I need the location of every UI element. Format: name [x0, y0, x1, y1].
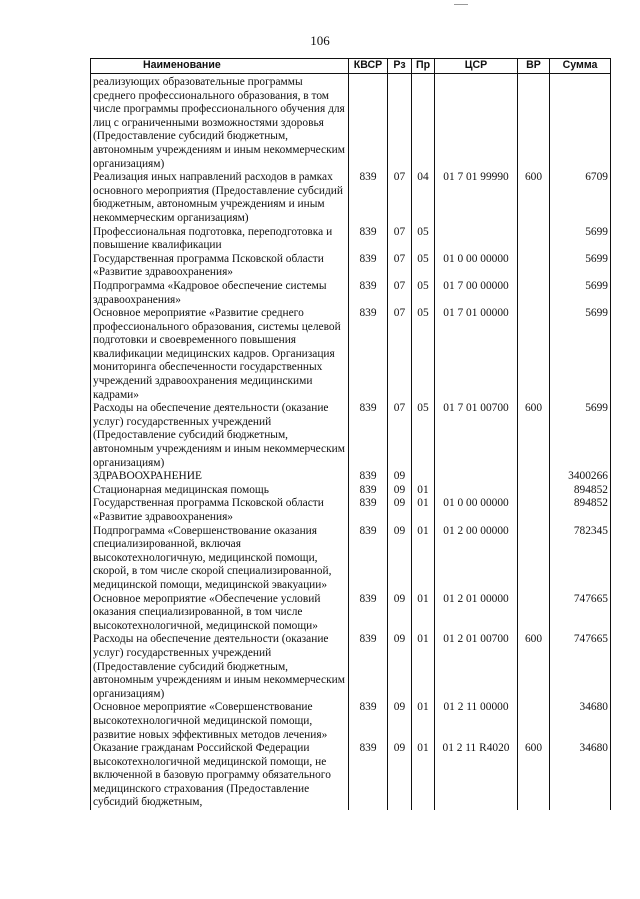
- cell-kvsr: 839: [349, 525, 388, 593]
- cell-rz: 09: [388, 633, 412, 701]
- cell-kvsr: 839: [349, 470, 388, 484]
- cell-csr: 01 7 01 00000: [435, 307, 518, 402]
- cell-rz: 07: [388, 226, 412, 253]
- cell-sum: 894852: [550, 497, 611, 524]
- cell-csr: 01 2 01 00000: [435, 593, 518, 634]
- cell-kvsr: [349, 74, 388, 172]
- table-row: [91, 402, 611, 470]
- cell-sum: 894852: [550, 484, 611, 498]
- cell-sum: [550, 74, 611, 172]
- cell-vr: [518, 484, 550, 498]
- cell-csr: [435, 226, 518, 253]
- cell-rz: 09: [388, 701, 412, 742]
- cell-rz: 09: [388, 470, 412, 484]
- cell-csr: 01 2 11 R4020: [435, 742, 518, 810]
- cell-vr: [518, 253, 550, 280]
- cell-pr: 01: [412, 701, 435, 742]
- cell-pr: [412, 74, 435, 172]
- cell-name: Оказание гражданам Российской Федерации высокотехнологичной медицинской помощи, не включенной в базовую программу обязательного медицинского страхования (Предоставление субсидий бюджетным,: [91, 742, 349, 810]
- cell-name: Реализация иных направлений расходов в рамках основного мероприятия (Предоставление субсидий бюджетным, автономным учреждениям и иным некоммерческим организациям): [91, 171, 349, 225]
- cell-sum: 3400266: [550, 470, 611, 484]
- cell-csr: [435, 470, 518, 484]
- table-row: [91, 497, 611, 524]
- cell-rz: 09: [388, 742, 412, 810]
- cell-csr: 01 0 00 00000: [435, 497, 518, 524]
- cell-kvsr: 839: [349, 402, 388, 470]
- cell-csr: [435, 484, 518, 498]
- cell-sum: 5699: [550, 307, 611, 402]
- cell-vr: [518, 497, 550, 524]
- cell-name: Расходы на обеспечение деятельности (оказание услуг) государственных учреждений (Предоставление субсидий бюджетным, автономным учреждениям и иным некоммерческим организациям): [91, 633, 349, 701]
- cell-rz: 07: [388, 253, 412, 280]
- cell-vr: 600: [518, 633, 550, 701]
- cell-rz: 07: [388, 402, 412, 470]
- cell-name: Расходы на обеспечение деятельности (оказание услуг) государственных учреждений (Предоставление субсидий бюджетным, автономным учреждениям и иным некоммерческим организациям): [91, 402, 349, 470]
- table-row: [91, 633, 611, 701]
- table-row: [91, 253, 611, 280]
- cell-vr: 600: [518, 171, 550, 225]
- page-number: 106: [310, 33, 330, 48]
- cell-kvsr: 839: [349, 497, 388, 524]
- cell-kvsr: 839: [349, 633, 388, 701]
- table-row: [91, 701, 611, 742]
- cell-csr: 01 2 00 00000: [435, 525, 518, 593]
- cell-csr: 01 2 01 00700: [435, 633, 518, 701]
- cell-pr: 01: [412, 525, 435, 593]
- cell-kvsr: 839: [349, 253, 388, 280]
- cell-rz: 09: [388, 525, 412, 593]
- cell-pr: 01: [412, 742, 435, 810]
- table-row: [91, 525, 611, 593]
- cell-vr: 600: [518, 402, 550, 470]
- cell-rz: 09: [388, 497, 412, 524]
- column-header-pr: Пр: [412, 59, 435, 74]
- cell-vr: [518, 593, 550, 634]
- cell-kvsr: 839: [349, 742, 388, 810]
- cell-rz: 07: [388, 307, 412, 402]
- column-header-sum: Сумма: [550, 59, 611, 74]
- cell-kvsr: 839: [349, 593, 388, 634]
- cell-sum: 5699: [550, 402, 611, 470]
- cell-vr: [518, 280, 550, 307]
- cell-name: Подпрограмма «Кадровое обеспечение системы здравоохранения»: [91, 280, 349, 307]
- cell-sum: 6709: [550, 171, 611, 225]
- table-row: [91, 307, 611, 402]
- cell-kvsr: 839: [349, 171, 388, 225]
- cell-csr: [435, 74, 518, 172]
- cell-csr: 01 7 01 00700: [435, 402, 518, 470]
- cell-sum: 5699: [550, 226, 611, 253]
- cell-rz: 07: [388, 280, 412, 307]
- cell-csr: 01 0 00 00000: [435, 253, 518, 280]
- cell-kvsr: 839: [349, 307, 388, 402]
- column-header-kvsr: КВСР: [349, 59, 388, 74]
- cell-vr: [518, 74, 550, 172]
- cell-csr: 01 7 01 99990: [435, 171, 518, 225]
- cell-name: Основное мероприятие «Развитие среднего профессионального образования, системы целевой подготовки и своевременного повышения квалификации медицинских кадров. Организация мониторинга обеспеченности государственных учреждений здравоохранения медицинскими кадрами»: [91, 307, 349, 402]
- cell-pr: 05: [412, 402, 435, 470]
- table-row: [91, 470, 611, 484]
- cell-kvsr: 839: [349, 226, 388, 253]
- column-header-name: Наименование: [91, 59, 349, 74]
- cell-rz: 09: [388, 484, 412, 498]
- scan-mark: [454, 4, 468, 7]
- cell-pr: 05: [412, 280, 435, 307]
- cell-name: Основное мероприятие «Совершенствование высокотехнологичной медицинской помощи, развитие новых эффективных методов лечения»: [91, 701, 349, 742]
- cell-rz: 09: [388, 593, 412, 634]
- cell-kvsr: 839: [349, 280, 388, 307]
- cell-vr: [518, 307, 550, 402]
- cell-pr: 01: [412, 497, 435, 524]
- table-row: [91, 226, 611, 253]
- column-header-vr: ВР: [518, 59, 550, 74]
- cell-name: ЗДРАВООХРАНЕНИЕ: [91, 470, 349, 484]
- table-row: [91, 593, 611, 634]
- table-row: [91, 171, 611, 225]
- cell-sum: 5699: [550, 253, 611, 280]
- table-row: [91, 484, 611, 498]
- cell-pr: 01: [412, 633, 435, 701]
- cell-rz: [388, 74, 412, 172]
- cell-name: Государственная программа Псковской области «Развитие здравоохранения»: [91, 253, 349, 280]
- table-header-row: [91, 59, 611, 74]
- cell-pr: 04: [412, 171, 435, 225]
- cell-pr: 01: [412, 593, 435, 634]
- cell-name: Подпрограмма «Совершенствование оказания специализированной, включая высокотехнологичную, медицинской помощи, скорой, в том числе скорой специализированной, медицинской помощи, медицинской эвакуации»: [91, 525, 349, 593]
- cell-csr: 01 7 00 00000: [435, 280, 518, 307]
- cell-vr: 600: [518, 742, 550, 810]
- cell-sum: 782345: [550, 525, 611, 593]
- cell-vr: [518, 701, 550, 742]
- cell-sum: 747665: [550, 633, 611, 701]
- cell-pr: 05: [412, 253, 435, 280]
- cell-name: реализующих образовательные программы среднего профессионального образования, в том числе программы профессионального обучения для лиц с ограниченными возможностями здоровья (Предоставление субсидий бюджетным, автономным учреждениям и иным некоммерческим организациям): [91, 74, 349, 172]
- cell-sum: 34680: [550, 742, 611, 810]
- cell-sum: 34680: [550, 701, 611, 742]
- cell-pr: 05: [412, 307, 435, 402]
- cell-rz: 07: [388, 171, 412, 225]
- table-row: [91, 74, 611, 172]
- cell-vr: [518, 226, 550, 253]
- cell-pr: [412, 470, 435, 484]
- cell-name: Профессиональная подготовка, переподготовка и повышение квалификации: [91, 226, 349, 253]
- table-row: [91, 742, 611, 810]
- cell-vr: [518, 470, 550, 484]
- cell-kvsr: 839: [349, 484, 388, 498]
- cell-sum: 747665: [550, 593, 611, 634]
- cell-sum: 5699: [550, 280, 611, 307]
- column-header-csr: ЦСР: [435, 59, 518, 74]
- cell-name: Государственная программа Псковской области «Развитие здравоохранения»: [91, 497, 349, 524]
- budget-table: [90, 58, 611, 810]
- cell-pr: 01: [412, 484, 435, 498]
- cell-kvsr: 839: [349, 701, 388, 742]
- table-row: [91, 280, 611, 307]
- cell-name: Стационарная медицинская помощь: [91, 484, 349, 498]
- cell-csr: 01 2 11 00000: [435, 701, 518, 742]
- cell-name: Основное мероприятие «Обеспечение условий оказания специализированной, в том числе высокотехнологичной, медицинской помощи»: [91, 593, 349, 634]
- cell-pr: 05: [412, 226, 435, 253]
- cell-vr: [518, 525, 550, 593]
- column-header-rz: Рз: [388, 59, 412, 74]
